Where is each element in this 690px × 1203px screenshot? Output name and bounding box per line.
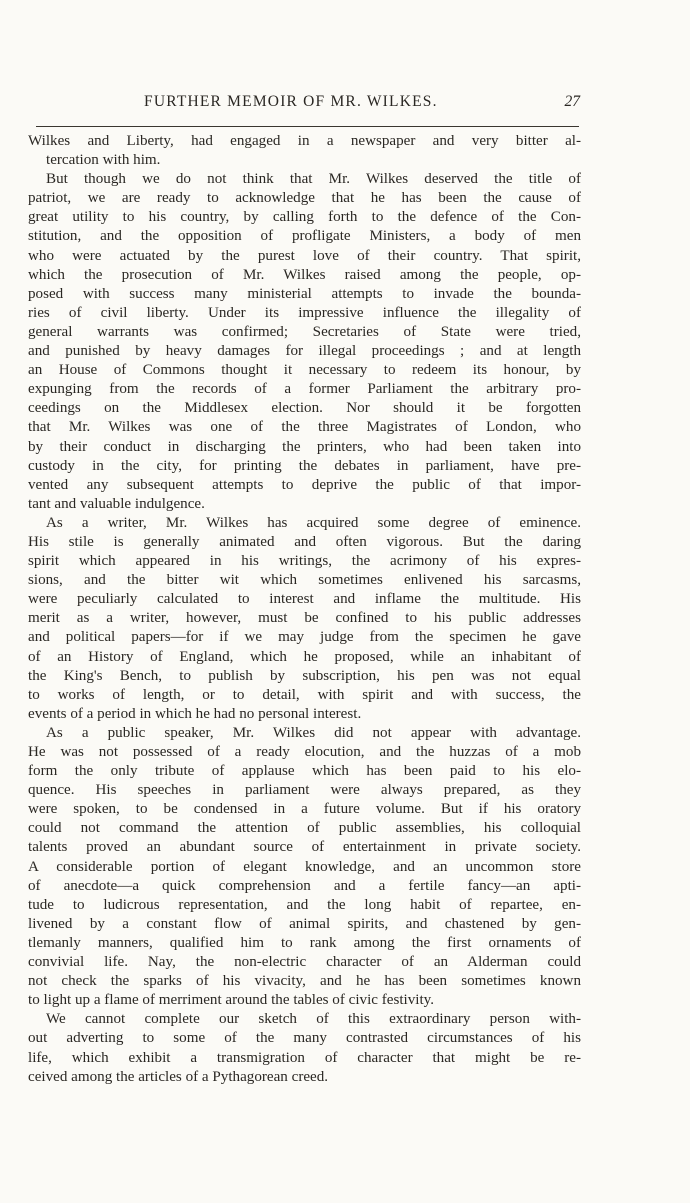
paragraph-start-line: As a writer, Mr. Wilkes has acquired some degree of eminence.: [46, 514, 581, 531]
text-line: tlemanly manners, qualified him to rank among the first ornaments of: [28, 934, 581, 951]
text-line: not check the sparks of his vivacity, and he has been sometimes known: [28, 973, 581, 990]
text-line: talents proved an abundant source of entertainment in private society.: [28, 839, 581, 856]
text-line: spirit which appeared in his writings, the acrimony of his expres-: [28, 553, 581, 570]
text-line: of anecdote—a quick comprehension and a fertile fancy—an apti-: [28, 877, 581, 894]
text-line: life, which exhibit a transmigration of character that might be re-: [28, 1049, 581, 1066]
text-line: out adverting to some of the many contrasted circumstances of his: [28, 1030, 581, 1047]
text-line: to light up a flame of merriment around the tables of civic festivity.: [28, 992, 435, 1009]
running-title: FURTHER MEMOIR OF MR. WILKES.: [144, 93, 438, 110]
text-line: livened by a constant flow of animal spirits, and chastened by gen-: [28, 915, 581, 932]
text-line: were peculiarly calculated to interest and inflame the multitude. His: [28, 591, 581, 608]
text-line: an House of Commons thought it necessary to redeem its honour, by: [28, 362, 581, 379]
header-rule: [36, 126, 579, 127]
text-line: custody in the city, for printing the debates in parliament, have pre-: [28, 457, 581, 474]
text-line: general warrants was confirmed; Secretaries of State were tried,: [28, 323, 581, 340]
text-line: ceived among the articles of a Pythagorean creed.: [28, 1068, 329, 1085]
text-line: ceedings on the Middlesex election. Nor should it be forgotten: [28, 400, 581, 417]
text-line: vented any subsequent attempts to deprive the public of that impor-: [28, 476, 581, 493]
text-line: tude to ludicrous representation, and the long habit of repartee, en-: [28, 896, 581, 913]
text-line: form the only tribute of applause which has been paid to his elo-: [28, 763, 581, 780]
body-text: [28, 132, 581, 1087]
paragraph-start-line: As a public speaker, Mr. Wilkes did not appear with advantage.: [46, 724, 581, 741]
text-line: and punished by heavy damages for illegal proceedings ; and at length: [28, 343, 581, 360]
text-line: convivial life. Nay, the non-electric character of an Alderman could: [28, 954, 581, 971]
text-line: the King's Bench, to publish by subscription, his pen was not equal: [28, 667, 581, 684]
text-line: who were actuated by the purest love of their country. That spirit,: [28, 247, 581, 264]
text-line: that Mr. Wilkes was one of the three Magistrates of London, who: [28, 419, 581, 436]
text-line: by their conduct in discharging the printers, who had been taken into: [28, 438, 581, 455]
text-line: events of a period in which he had no personal interest.: [28, 705, 362, 722]
text-line: tercation with him.: [46, 152, 161, 169]
text-line: posed with success many ministerial attempts to invade the bounda-: [28, 285, 581, 302]
text-line: stitution, and the opposition of profligate Ministers, a body of men: [28, 228, 581, 245]
text-line: tant and valuable indulgence.: [28, 495, 205, 512]
text-line: merit as a writer, however, must be confined to his public addresses: [28, 610, 581, 627]
text-line: which the prosecution of Mr. Wilkes raised among the people, op-: [28, 266, 581, 283]
paragraph-start-line: But though we do not think that Mr. Wilkes deserved the title of: [46, 171, 581, 188]
paragraph-start-line: We cannot complete our sketch of this extraordinary person with-: [46, 1011, 581, 1028]
page-number: 27: [564, 93, 580, 110]
text-line: Wilkes and Liberty, had engaged in a newspaper and very bitter al-: [28, 133, 581, 149]
text-line: ries of civil liberty. Under its impressive influence the illegality of: [28, 304, 581, 321]
text-line: and political papers—for if we may judge from the specimen he gave: [28, 629, 581, 646]
text-line: could not command the attention of public assemblies, his colloquial: [28, 820, 581, 837]
text-line: were spoken, to be condensed in a future volume. But if his oratory: [28, 801, 581, 818]
text-line: great utility to his country, by calling forth to the defence of the Con-: [28, 209, 581, 226]
text-line: quence. His speeches in parliament were always prepared, as they: [28, 782, 581, 799]
text-line: He was not possessed of a ready elocution, and the huzzas of a mob: [28, 744, 581, 760]
text-line: expunging from the records of a former Parliament the arbitrary pro-: [28, 381, 581, 398]
text-line: of an History of England, which he proposed, while an inhabitant of: [28, 648, 581, 665]
text-line: patriot, we are ready to acknowledge that he has been the cause of: [28, 190, 581, 207]
text-line: His stile is generally animated and often vigorous. But the daring: [28, 533, 581, 550]
page-header: [40, 93, 582, 119]
text-line: to works of length, or to detail, with spirit and with success, the: [28, 686, 581, 703]
text-line: sions, and the bitter wit which sometimes enlivened his sarcasms,: [28, 572, 581, 589]
text-line: A considerable portion of elegant knowledge, and an uncommon store: [28, 858, 581, 875]
